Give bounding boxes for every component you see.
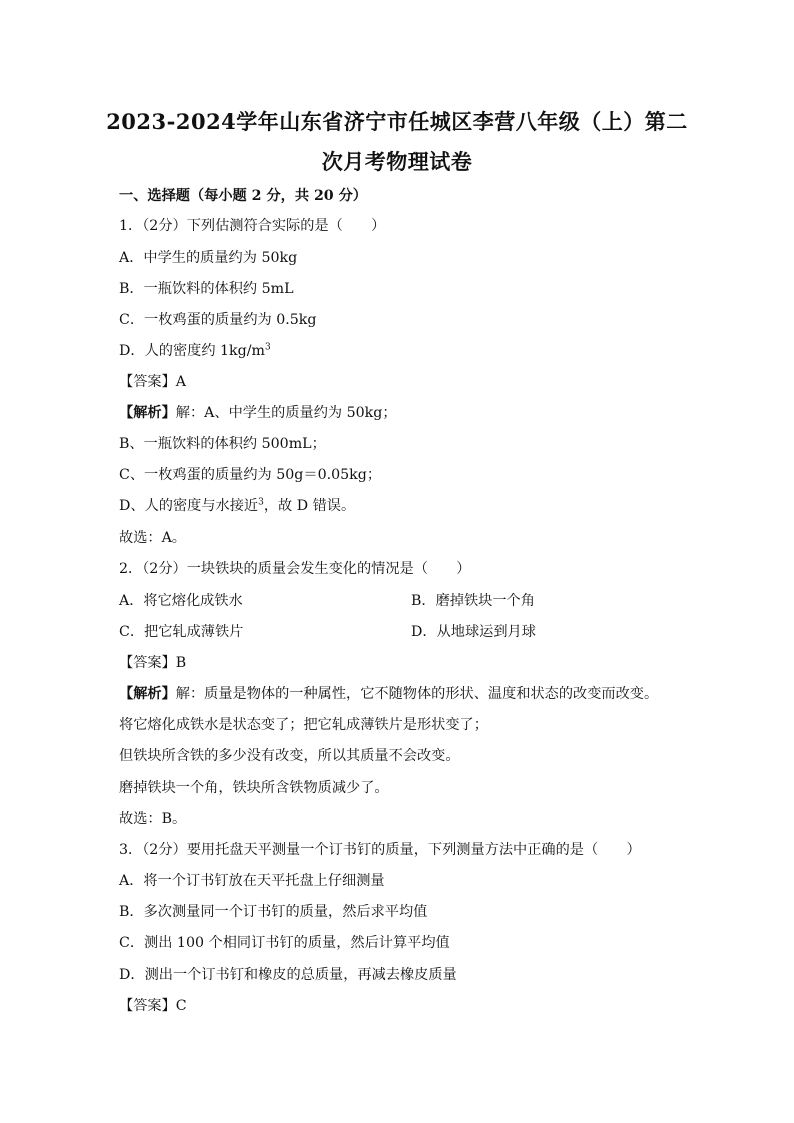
q2-analysis: 【解析】解：质量是物体的一种属性，它不随物体的形状、温度和状态的改变而改变。 [119, 686, 659, 702]
q2-analysis-3: 但铁块所含铁的多少没有改变，所以其质量不会改变。 [119, 748, 460, 764]
q2-option-a: A．将它熔化成铁水 [119, 593, 243, 609]
q1-option-a: A．中学生的质量约为 50kg [119, 250, 298, 266]
q1-analysis-b: B、一瓶饮料的体积约 500mL； [119, 436, 326, 452]
q2-choose: 故选：B。 [119, 811, 187, 827]
q3-option-a: A．将一个订书钉放在天平托盘上仔细测量 [119, 873, 385, 889]
section-heading: 一、选择题（每小题 2 分，共 20 分） [119, 188, 367, 204]
q1-answer: 【答案】A [119, 374, 186, 390]
q1-analysis-c: C、一枚鸡蛋的质量约为 50g＝0.05kg； [119, 467, 382, 483]
q2-answer: 【答案】B [119, 655, 187, 671]
q3-answer: 【答案】C [119, 998, 187, 1014]
title-line-2: 次月考物理试卷 [321, 149, 473, 174]
q3-option-d: D．测出一个订书钉和橡皮的总质量，再减去橡皮质量 [119, 967, 457, 983]
q2-option-d: D．从地球运到月球 [411, 624, 536, 640]
title-line-1: 2023-2024学年山东省济宁市任城区李营八年级（上）第二 [106, 109, 688, 134]
q2-stem: 2．（2分）一块铁块的质量会发生变化的情况是（ ） [119, 561, 471, 577]
q1-analysis: 【解析】解：A、中学生的质量约为 50kg； [119, 405, 397, 421]
q1-option-d: D．人的密度约 $1kg/m^3$ [119, 342, 271, 359]
q1-option-c: C．一枚鸡蛋的质量约为 0.5kg [119, 312, 317, 328]
q2-analysis-2: 将它熔化成铁水是状态变了；把它轧成薄铁片是形状变了； [119, 717, 488, 733]
q1-stem: 1．（2分）下列估测符合实际的是（ ） [119, 218, 386, 234]
q2-option-c: C．把它轧成薄铁片 [119, 624, 244, 640]
q2-analysis-4: 磨掉铁块一个角，铁块所含铁物质减少了。 [119, 780, 389, 796]
q3-option-c: C．测出 100 个相同订书钉的质量，然后计算平均值 [119, 935, 450, 951]
q2-option-b: B．磨掉铁块一个角 [411, 593, 535, 609]
q1-option-b: B．一瓶饮料的体积约 5mL [119, 281, 294, 297]
q3-stem: 3．（2分）要用托盘天平测量一个订书钉的质量，下列测量方法中正确的是（ ） [119, 842, 641, 858]
q1-choose: 故选：A。 [119, 530, 186, 546]
q1-analysis-d: D、人的密度与水接近$^3$，故 D 错误。 [119, 497, 356, 514]
q3-option-b: B．多次测量同一个订书钉的质量，然后求平均值 [119, 904, 428, 920]
